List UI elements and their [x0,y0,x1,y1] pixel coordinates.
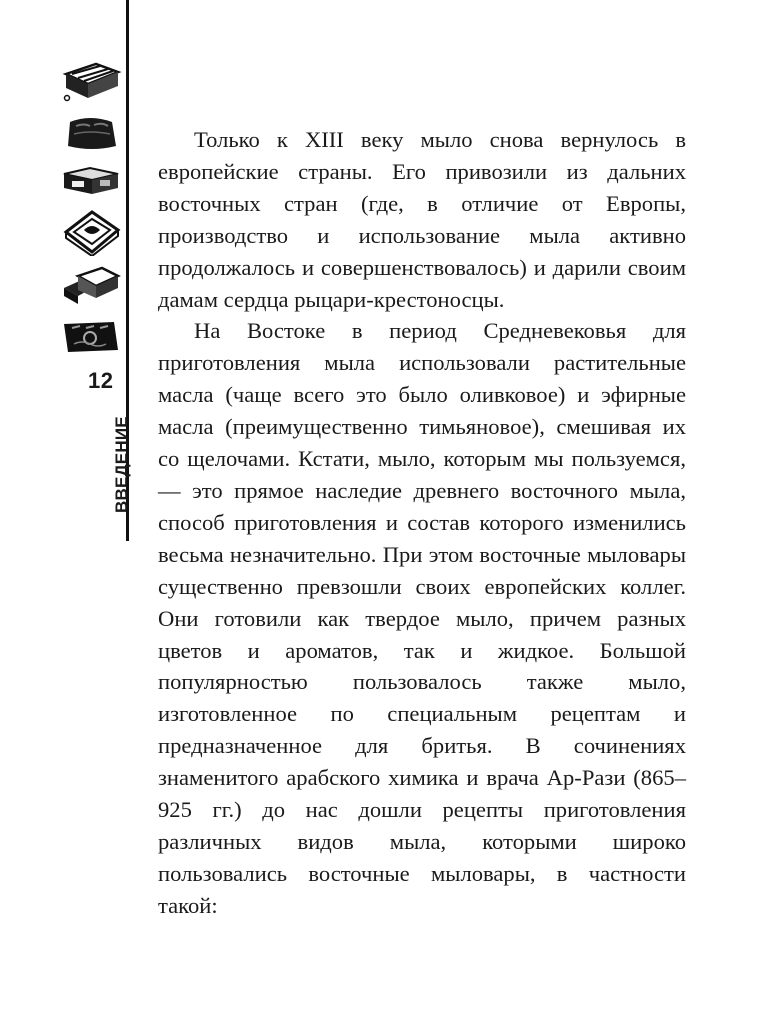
soap-box-icon [60,60,122,102]
body-text [158,124,686,922]
paragraph-2: На Востоке в период Средневековья для приготовления мыла использовали растительные масла (чаще всего это было оливковое) и эфирные масла (преимущественно тимьяновое), смешивая их со щелочами. Кстати, мыло, которым мы пользуемся, — это прямое наследие древнего восточного мыла, способ приготовления и состав которого изменились весьма незначительно. При этом восточные мыловары существенно превзошли своих европейских коллег. Они готовили как твердое мыло, причем разных цветов и ароматов, так и жидкое. Большой популярностью пользовалось также мыло, изготовленное по специальным рецептам и предназначенное для бритья. В сочинениях знаменитого арабского химика и врача Ар-Рази (865–925 гг.) до нас дошли рецепты приготовления различных видов мыла, которыми широко пользовались восточные мыловары, в частности такой: [158,318,686,918]
page-number: 12 [88,368,114,393]
section-label: ВВЕДЕНИЕ [112,416,131,513]
soap-diamond-icon [60,208,122,256]
soap-bar-icon [60,112,122,154]
soap-stack-icon [60,264,122,306]
soap-wrapped-icon [60,164,122,198]
soap-decorated-icon [60,316,122,356]
paragraph-1: Только к XIII веку мыло снова вернулось в европейские страны. Его привозили из дальних восточных стран (где, в отличие от Европы, производство и использование мыла активно продолжалось и совершенствовалось) и дарили своим дамам сердца рыцари-крестоносцы. [158,127,686,312]
